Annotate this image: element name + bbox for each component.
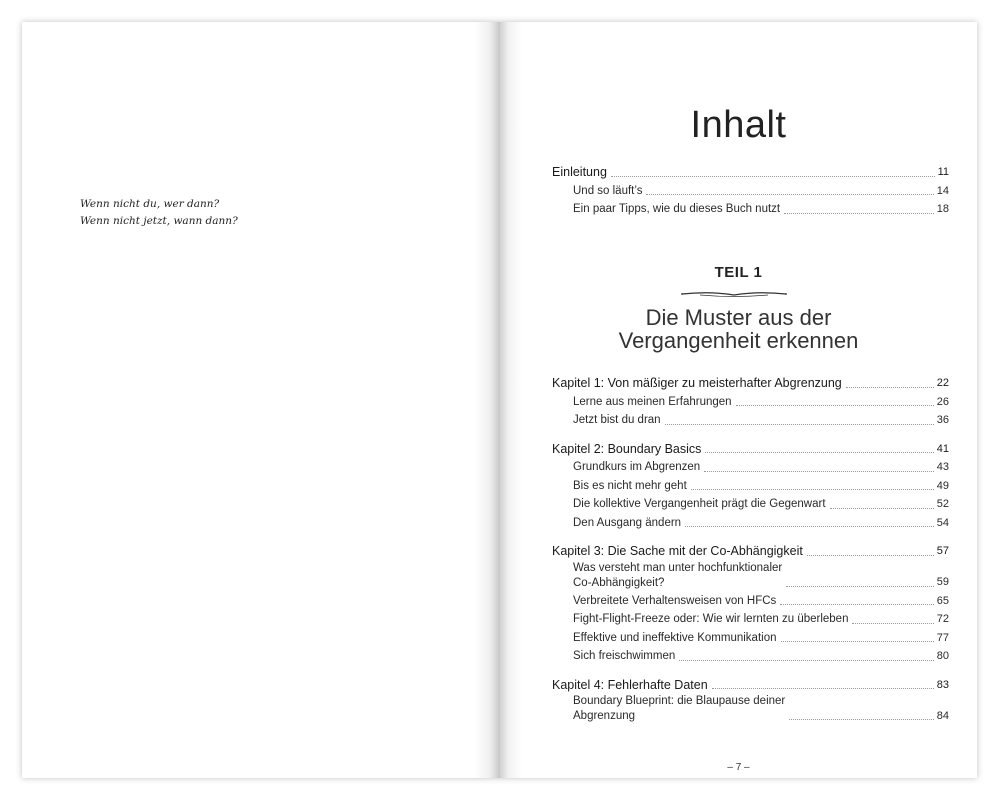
toc-entry-label-line: Was versteht man unter hochfunktionaler: [573, 561, 783, 574]
toc-entry-page: 54: [936, 516, 949, 529]
toc-entry-page: 43: [936, 461, 949, 473]
toc-entry-page: 65: [936, 594, 949, 607]
dot-leader: [807, 555, 934, 556]
toc-entry: [552, 610, 949, 629]
toc-chapter: [552, 676, 949, 695]
left-page: [22, 22, 500, 778]
dot-leader: [781, 641, 934, 642]
toc-entry-label: Den Ausgang ändern: [573, 516, 682, 529]
toc-entry-label: Einleitung: [552, 165, 607, 179]
dot-leader: [780, 604, 933, 605]
toc-entry-page: 22: [936, 377, 949, 389]
toc-entry-page: 72: [936, 613, 949, 625]
toc-entry-page: 80: [936, 650, 949, 662]
toc-entry-label: Jetzt bist du dran: [573, 414, 661, 426]
toc-entry-label: Grundkurs im Abgrenzen: [573, 461, 701, 473]
toc-entry-label: Verbreitete Verhaltensweisen von HFCs: [573, 594, 777, 607]
toc-entry-page: 49: [936, 479, 949, 492]
toc-entry-label: Die kollektive Vergangenheit prägt die Gegenwart: [573, 498, 826, 510]
toc-entry: [552, 694, 949, 725]
toc-entry-label: [573, 561, 782, 592]
toc-chapter: [552, 440, 949, 459]
dot-leader: [679, 660, 934, 661]
toc-entry-label: Bis es nicht mehr geht: [573, 479, 687, 492]
toc-chapter: [552, 542, 949, 561]
toc-entry-label: Lerne aus meinen Erfahrungen: [573, 395, 732, 408]
toc-entry-label-line: Co-Abhängigkeit?: [573, 576, 665, 589]
toc-entry-label-line: Abgrenzung: [573, 710, 636, 722]
gutter-shadow-left: [474, 22, 500, 778]
dot-leader: [646, 194, 933, 195]
toc-entry: [552, 561, 949, 592]
dot-leader: [611, 176, 935, 177]
toc-entry-page: 84: [936, 709, 949, 722]
toc-intro: [552, 163, 949, 219]
toc-entry: [552, 200, 949, 219]
epigraph-line: Wenn nicht jetzt, wann dann?: [80, 215, 238, 227]
toc-entry-page: 26: [936, 395, 949, 408]
toc-entry-page: 18: [936, 203, 949, 215]
toc-entry: [552, 647, 949, 666]
toc-entry: [552, 163, 949, 182]
toc-entry-page: 36: [936, 414, 949, 426]
dot-leader: [712, 688, 934, 689]
dot-leader: [665, 424, 934, 425]
dot-leader: [852, 623, 933, 624]
dot-leader: [691, 489, 934, 490]
dot-leader: [704, 471, 934, 472]
part-title-line: Vergangenheit erkennen: [618, 328, 859, 353]
epigraph-line: Wenn nicht du, wer dann?: [80, 198, 220, 210]
toc-chapter: [552, 374, 949, 393]
right-page: [500, 22, 977, 778]
part-label: TEIL 1: [714, 264, 763, 281]
toc-entry-label: Kapitel 4: Fehlerhafte Daten: [552, 677, 708, 692]
toc-entry: [552, 495, 949, 514]
toc-entry-page: 52: [936, 498, 949, 510]
dot-leader: [830, 508, 934, 509]
toc-entry-page: 41: [936, 442, 949, 455]
ornament-divider-icon: [680, 288, 788, 300]
part-title: [500, 306, 977, 352]
toc-entry-label: Effektive und ineffektive Kommunikation: [573, 631, 777, 644]
dot-leader: [705, 452, 933, 453]
toc-entry: [552, 411, 949, 430]
epigraph: [80, 196, 238, 230]
part-title-line: Die Muster aus der: [645, 305, 832, 330]
toc-entry-label-line: Boundary Blueprint: die Blaupause deiner: [573, 695, 786, 707]
toc-entry-label: Kapitel 1: Von mäßiger zu meisterhafter Abgrenzung: [552, 376, 842, 390]
dot-leader: [685, 526, 934, 527]
toc-entry-page: 11: [937, 166, 949, 178]
book-spread: [22, 22, 977, 778]
toc-entry-label: Sich freischwimmen: [573, 650, 676, 662]
toc-entry-label: Und so läuft’s: [573, 184, 643, 197]
page-number: – 7 –: [727, 762, 750, 773]
toc-entry-label: Kapitel 2: Boundary Basics: [552, 441, 702, 456]
toc-entry-label: Fight-Flight-Freeze oder: Wie wir lernten zu überleben: [573, 613, 849, 625]
toc-chapters: [552, 374, 949, 725]
toc-entry: [552, 393, 949, 412]
toc-entry-label: Kapitel 3: Die Sache mit der Co-Abhängigkeit: [552, 544, 803, 558]
dot-leader: [786, 586, 934, 587]
toc-entry-page: 57: [936, 545, 949, 557]
toc-entry: [552, 629, 949, 648]
toc-entry: [552, 592, 949, 611]
toc-title: Inhalt: [690, 104, 787, 146]
toc-entry-page: 83: [936, 678, 949, 691]
dot-leader: [789, 719, 933, 720]
toc-entry: [552, 182, 949, 201]
toc-entry-page: 14: [936, 184, 949, 197]
toc-entry-page: 59: [936, 576, 949, 588]
toc-entry-label: Ein paar Tipps, wie du dieses Buch nutzt: [573, 203, 781, 215]
dot-leader: [736, 405, 934, 406]
toc-entry-label: [573, 694, 785, 725]
toc-entry: [552, 458, 949, 477]
dot-leader: [784, 213, 934, 214]
toc-entry: [552, 477, 949, 496]
toc-entry: [552, 514, 949, 533]
toc-entry-page: 77: [936, 631, 949, 644]
dot-leader: [846, 387, 934, 388]
